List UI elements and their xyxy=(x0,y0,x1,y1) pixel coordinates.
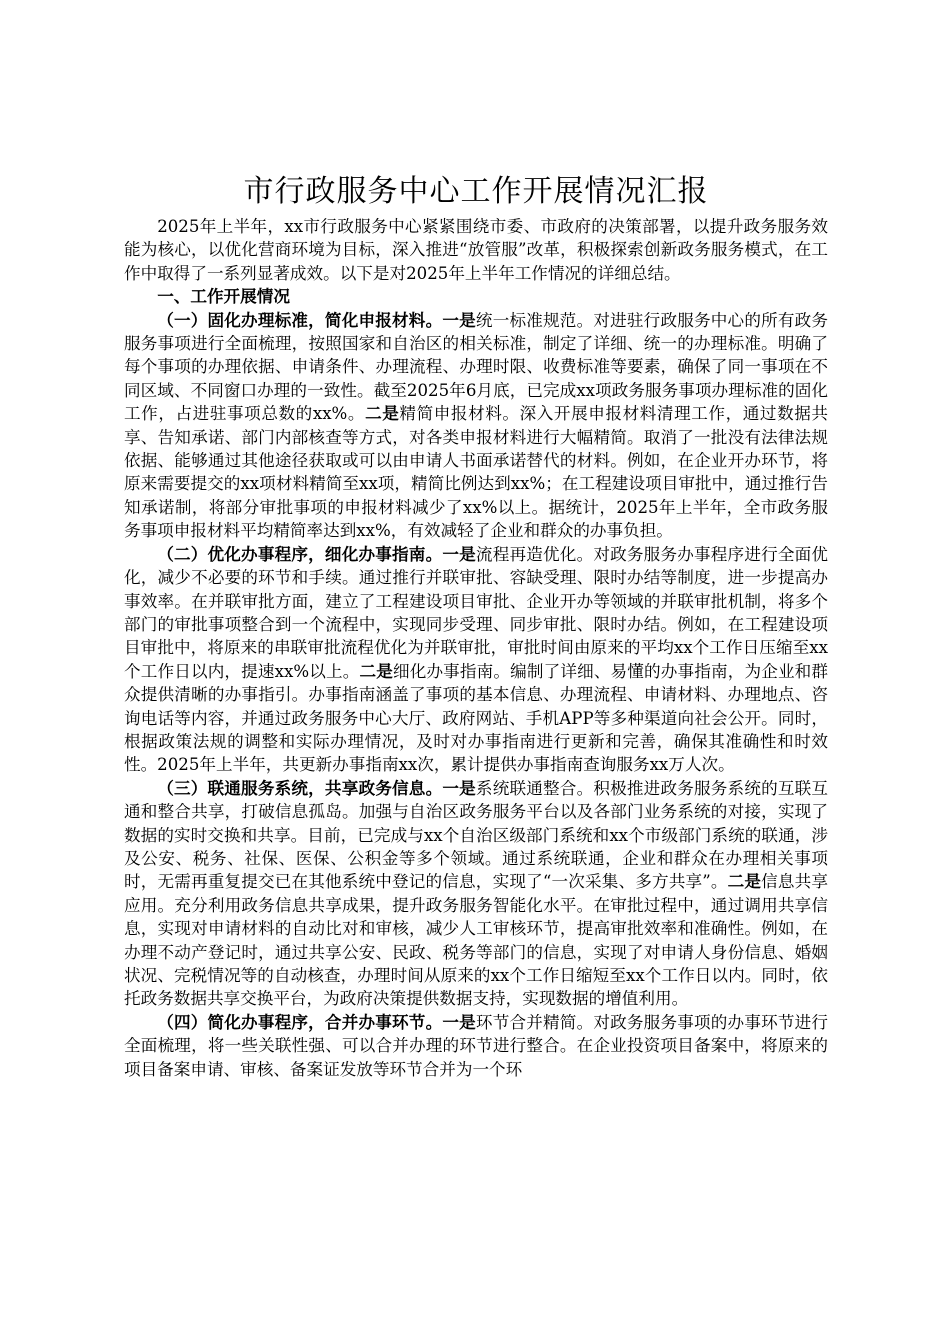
document-title: 市行政服务中心工作开展情况汇报 xyxy=(243,174,709,209)
point-marker: 一是 xyxy=(442,777,476,798)
point-marker: 二是 xyxy=(359,660,393,681)
paragraph-systems xyxy=(124,777,828,1011)
paragraph-lead: （二）优化办事程序，细化办事指南。 xyxy=(157,543,443,564)
paragraph-text: 系统联通整合。积极推进政务服务系统的互联互通和整合共享，打破信息孤岛。加强与自治区政务服务平台以及各部门业务系统的对接，实现了数据的实时交换和共享。目前，已完成与xx个自治区级部门系统和xx个市级部门系统的联通，涉及公安、税务、社保、医保、公积金等多个领域。通过系统联通，企业和群众在办理相关事项时，无需再重复提交已在其他系统中登记的信息，实现了“一次采集、多方共享”。 xyxy=(124,778,829,892)
paragraph-text: 环节合并精简。对政务服务事项的办事环节进行全面梳理，将一些关联性强、可以合并办理的环节进行整合。在企业投资项目备案中，将原来的项目备案申请、审核、备案证发放等环节合并为一个环 xyxy=(124,1012,829,1079)
paragraph-text: 统一标准规范。对进驻行政服务中心的所有政务服务事项进行全面梳理，按照国家和自治区的相关标准，制定了详细、统一的办理标准。明确了每个事项的办理依据、申请条件、办理流程、办理时限、收费标准等要素，确保了同一事项在不同区域、不同窗口办理的一致性。截至2025年6月底，已完成xx项政务服务事项办理标准的固化工作，占进驻事项总数的xx%。 xyxy=(124,310,829,424)
paragraph-text: 精简申报材料。深入开展申报材料清理工作，通过数据共享、告知承诺、部门内部核查等方式，对各类申报材料进行大幅精简。取消了一批没有法律法规依据、能够通过其他途径获取或可以由申请人书面承诺替代的材料。例如，在企业开办环节，将原来需要提交的xx项材料精简至xx项，精简比例达到xx%；在工程建设项目审批中，通过推行告知承诺制，将部分审批事项的申报材料减少了xx%以上。据统计，2025年上半年，全市政务服务事项申报材料平均精简率达到xx%，有效减轻了企业和群众的办事负担。 xyxy=(124,404,829,541)
document-page xyxy=(124,172,828,1081)
paragraph-text: 细化办事指南。编制了详细、易懂的办事指南，为企业和群众提供清晰的办事指引。办事指南涵盖了事项的基本信息、办理流程、申请材料、办理地点、咨询电话等内容，并通过政务服务中心大厅、政府网站、手机APP等多种渠道向社会公开。同时，根据政策法规的调整和实际办理情况，及时对办事指南进行更新和完善，确保其准确性和时效性。2025年上半年，共更新办事指南xx次，累计提供办事指南查询服务xx万人次。 xyxy=(124,661,829,775)
intro-paragraph: 2025年上半年，xx市行政服务中心紧紧围绕市委、市政府的决策部署，以提升政务服务效能为核心，以优化营商环境为目标，深入推进“放管服”改革，积极探索创新政务服务模式，在工作中取得了一系列显著成效。以下是对2025年上半年工作情况的详细总结。 xyxy=(124,217,828,283)
point-marker: 一是 xyxy=(442,1011,476,1032)
point-marker: 二是 xyxy=(365,403,400,424)
paragraph-standards xyxy=(124,309,828,543)
point-marker: 二是 xyxy=(727,871,762,892)
paragraph-lead: （一）固化办理标准，简化申报材料。 xyxy=(157,309,443,330)
paragraph-text: 流程再造优化。对政务服务办事程序进行全面优化，减少不必要的环节和手续。通过推行并联审批、容缺受理、限时办结等制度，进一步提高办事效率。在并联审批方面，建立了工程建设项目审批、企业开办等领域的并联审批机制，将多个部门的审批事项整合到一个流程中，实现同步受理、同步审批、限时办结。例如，在工程建设项目审批中，将原来的串联审批流程优化为并联审批，审批时间由原来的平均xx个工作日压缩至xx个工作日以内，提速xx%以上。 xyxy=(124,544,829,681)
paragraph-lead: （四）简化办事程序，合并办事环节。 xyxy=(157,1011,443,1032)
point-marker: 一是 xyxy=(442,543,476,564)
paragraph-lead: （三）联通服务系统，共享政务信息。 xyxy=(157,777,443,798)
paragraph-steps xyxy=(124,1011,828,1081)
point-marker: 一是 xyxy=(442,309,476,330)
paragraph-text: 信息共享应用。充分利用政务信息共享成果，提升政务服务智能化水平。在审批过程中，通过调用共享信息，实现对申请材料的自动比对和审核，减少人工审核环节，提高审批效率和准确性。例如，在办理不动产登记时，通过共享公安、民政、税务等部门的信息，实现了对申请人身份信息、婚姻状况、完税情况等的自动核查，办理时间从原来的xx个工作日缩短至xx个工作日以内。同时，依托政务数据共享交换平台，为政府决策提供数据支持，实现数据的增值利用。 xyxy=(124,872,829,1009)
paragraph-procedures xyxy=(124,543,828,777)
section-heading-work: 一、工作开展情况 xyxy=(157,286,290,307)
